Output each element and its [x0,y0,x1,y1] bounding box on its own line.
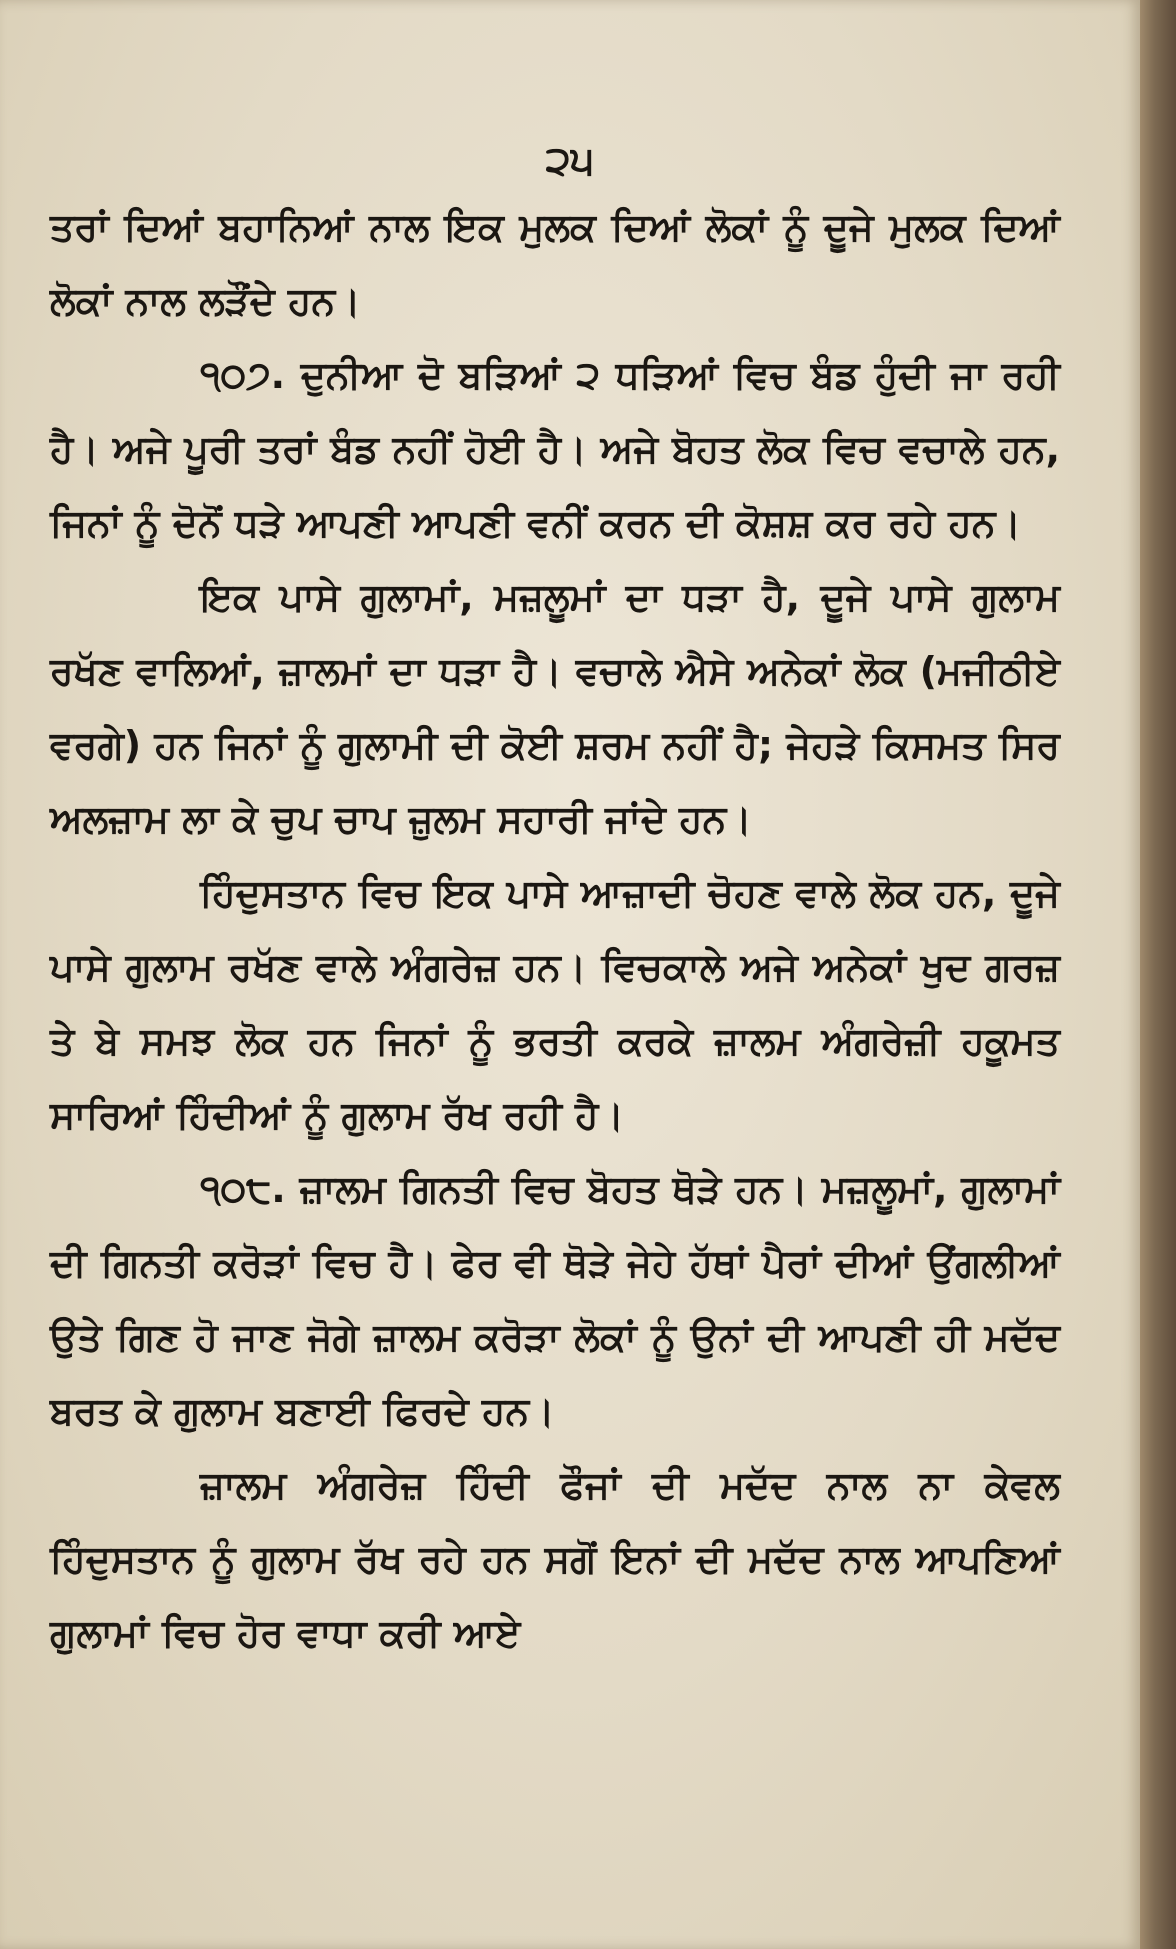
paragraph-indian-armies: ਜ਼ਾਲਮ ਅੰਗਰੇਜ਼ ਹਿੰਦੀ ਫੌਜਾਂ ਦੀ ਮਦੱਦ ਨਾਲ ਨਾ ਕੇਵਲ ਹਿੰਦੁਸਤਾਨ ਨੂੰ ਗੁਲਾਮ ਰੱਖ ਰਹੇ ਹਨ ਸਗੋਂ ਇਨਾਂ ਦੀ ਮਦੱਦ ਨਾਲ ਆਪਣਿਆਂ ਗੁਲਾਮਾਂ ਵਿਚ ਹੋਰ ਵਾਧਾ ਕਰੀ ਆਏ [50,1463,1060,1655]
page-number: ੨੫ [545,138,595,184]
page-edge [1140,0,1176,1949]
paragraph-slaves-and-oppressors: ਇਕ ਪਾਸੇ ਗੁਲਾਮਾਂ, ਮਜ਼ਲੂਮਾਂ ਦਾ ਧੜਾ ਹੈ, ਦੂਜੇ ਪਾਸੇ ਗੁਲਾਮ ਰਖੱਣ ਵਾਲਿਆਂ, ਜ਼ਾਲਮਾਂ ਦਾ ਧੜਾ ਹੈ। ਵਚਾਲੇ ਐਸੇ ਅਨੇਕਾਂ ਲੋਕ (ਮਜੀਠੀਏ ਵਰਗੇ) ਹਨ ਜਿਨਾਂ ਨੂੰ ਗੁਲਾਮੀ ਦੀ ਕੋਈ ਸ਼ਰਮ ਨਹੀਂ ਹੈ; ਜੇਹੜੇ ਕਿਸਮਤ ਸਿਰ ਅਲਜ਼ਾਮ ਲਾ ਕੇ ਚੁਪ ਚਾਪ ਜ਼ੁਲਮ ਸਹਾਰੀ ਜਾਂਦੇ ਹਨ। [50,575,1060,841]
paragraph-107: ੧੦੭. ਦੁਨੀਆ ਦੋ ਬੜਿਆਂ ੨ ਧੜਿਆਂ ਵਿਚ ਬੰਡ ਹੁੰਦੀ ਜਾ ਰਹੀ ਹੈ। ਅਜੇ ਪੂਰੀ ਤਰਾਂ ਬੰਡ ਨਹੀਂ ਹੋਈ ਹੈ। ਅਜੇ ਬੋਹਤ ਲੋਕ ਵਿਚ ਵਚਾਲੇ ਹਨ, ਜਿਨਾਂ ਨੂੰ ਦੋਨੋਂ ਧੜੇ ਆਪਣੀ ਆਪਣੀ ਵਨੀਂ ਕਰਨ ਦੀ ਕੋਸ਼ਸ਼ ਕਰ ਰਹੇ ਹਨ। [50,353,1060,545]
paragraph-hindustan: ਹਿੰਦੁਸਤਾਨ ਵਿਚ ਇਕ ਪਾਸੇ ਆਜ਼ਾਦੀ ਚੋਹਣ ਵਾਲੇ ਲੋਕ ਹਨ, ਦੂਜੇ ਪਾਸੇ ਗੁਲਾਮ ਰਖੱਣ ਵਾਲੇ ਅੰਗਰੇਜ਼ ਹਨ। ਵਿਚਕਾਲੇ ਅਜੇ ਅਨੇਕਾਂ ਖੁਦ ਗਰਜ਼ ਤੇ ਬੇ ਸਮਝ ਲੋਕ ਹਨ ਜਿਨਾਂ ਨੂੰ ਭਰਤੀ ਕਰਕੇ ਜ਼ਾਲਮ ਅੰਗਰੇਜ਼ੀ ਹਕੂਮਤ ਸਾਰਿਆਂ ਹਿੰਦੀਆਂ ਨੂੰ ਗੁਲਾਮ ਰੱਖ ਰਹੀ ਹੈ। [50,871,1060,1137]
paragraph-108: ੧੦੮. ਜ਼ਾਲਮ ਗਿਨਤੀ ਵਿਚ ਬੋਹਤ ਥੋੜੇ ਹਨ। ਮਜ਼ਲੂਮਾਂ, ਗੁਲਾਮਾਂ ਦੀ ਗਿਨਤੀ ਕਰੋੜਾਂ ਵਿਚ ਹੈ। ਫੇਰ ਵੀ ਥੋੜੇ ਜੇਹੇ ਹੱਥਾਂ ਪੈਰਾਂ ਦੀਆਂ ਉਂਗਲੀਆਂ ਉਤੇ ਗਿਣ ਹੋ ਜਾਣ ਜੋਗੇ ਜ਼ਾਲਮ ਕਰੋੜਾ ਲੋਕਾਂ ਨੂੰ ਉਨਾਂ ਦੀ ਆਪਣੀ ਹੀ ਮਦੱਦ ਬਰਤ ਕੇ ਗੁਲਾਮ ਬਣਾਈ ਫਿਰਦੇ ਹਨ। [50,1167,1060,1433]
paragraph-continuation: ਤਰਾਂ ਦਿਆਂ ਬਹਾਨਿਆਂ ਨਾਲ ਇਕ ਮੁਲਕ ਦਿਆਂ ਲੋਕਾਂ ਨੂੰ ਦੂਜੇ ਮੁਲਕ ਦਿਆਂ ਲੋਕਾਂ ਨਾਲ ਲੜੌਂਦੇ ਹਨ। [50,205,1060,323]
page-body [50,190,1060,1670]
